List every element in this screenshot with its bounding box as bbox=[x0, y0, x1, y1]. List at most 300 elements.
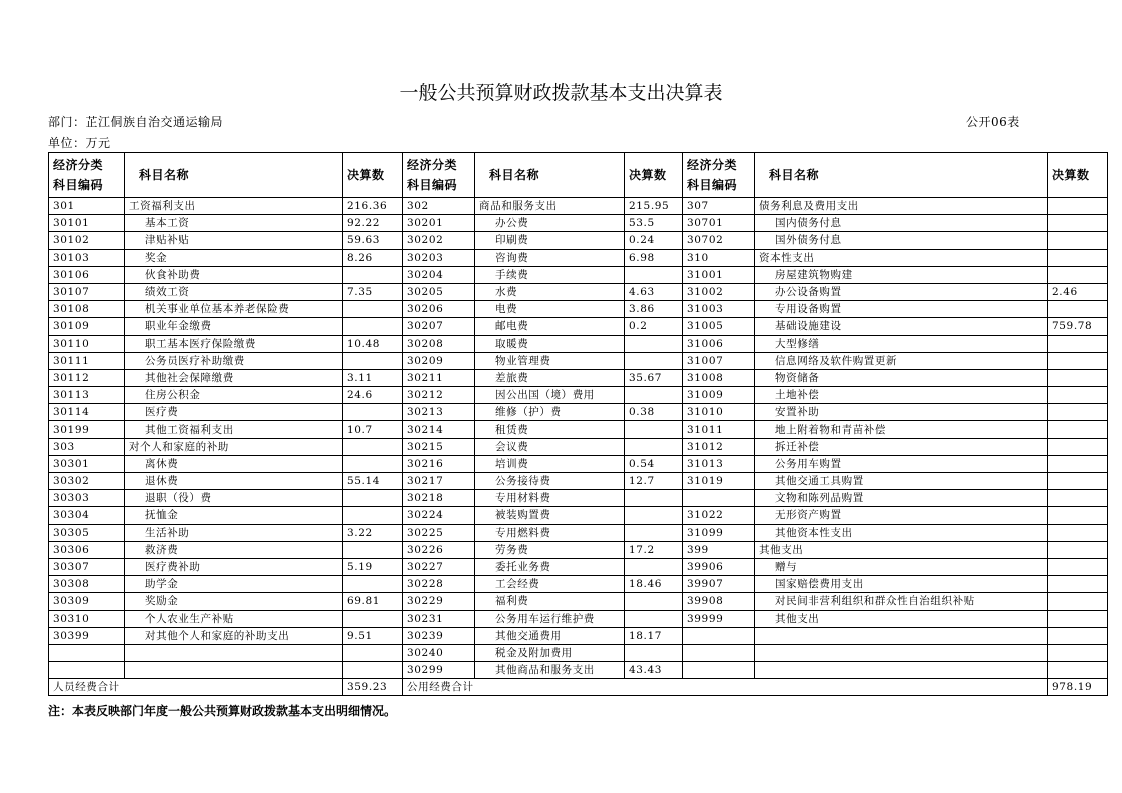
econ-code-cell: 30239 bbox=[403, 627, 475, 644]
subject-name-cell: 对民间非营利组织和群众性自治组织补贴 bbox=[755, 593, 1048, 610]
amount-cell bbox=[343, 352, 403, 369]
table-row bbox=[49, 232, 1108, 249]
econ-code-cell: 30204 bbox=[403, 266, 475, 283]
econ-code-cell: 30111 bbox=[49, 352, 125, 369]
amount-cell bbox=[1048, 198, 1108, 215]
table-row bbox=[49, 318, 1108, 335]
econ-code-cell: 31008 bbox=[683, 369, 755, 386]
amount-cell: 53.5 bbox=[625, 215, 683, 232]
amount-cell bbox=[1048, 387, 1108, 404]
econ-code-cell: 30701 bbox=[683, 215, 755, 232]
subject-name-cell: 印刷费 bbox=[475, 232, 625, 249]
econ-code-cell: 30216 bbox=[403, 455, 475, 472]
econ-code-cell bbox=[683, 644, 755, 661]
personnel-total-value: 359.23 bbox=[343, 679, 403, 696]
subject-name-cell: 其他商品和服务支出 bbox=[475, 662, 625, 679]
econ-code-cell: 30113 bbox=[49, 387, 125, 404]
amount-cell: 43.43 bbox=[625, 662, 683, 679]
econ-code-cell: 303 bbox=[49, 438, 125, 455]
econ-code-cell: 31022 bbox=[683, 507, 755, 524]
amount-cell bbox=[1048, 455, 1108, 472]
econ-code-cell: 30225 bbox=[403, 524, 475, 541]
subject-name-cell: 劳务费 bbox=[475, 541, 625, 558]
subject-name-cell: 商品和服务支出 bbox=[475, 198, 625, 215]
subject-name-cell: 物业管理费 bbox=[475, 352, 625, 369]
subject-name-cell: 物资储备 bbox=[755, 369, 1048, 386]
subject-name-cell: 医疗费补助 bbox=[125, 558, 343, 575]
header-amount: 决算数 bbox=[625, 153, 683, 198]
econ-code-cell: 30224 bbox=[403, 507, 475, 524]
table-row bbox=[49, 576, 1108, 593]
subject-name-cell: 文物和陈列品购置 bbox=[755, 490, 1048, 507]
econ-code-cell: 30307 bbox=[49, 558, 125, 575]
amount-cell: 12.7 bbox=[625, 473, 683, 490]
subject-name-cell: 办公费 bbox=[475, 215, 625, 232]
subject-name-cell: 退休费 bbox=[125, 473, 343, 490]
econ-code-cell: 301 bbox=[49, 198, 125, 215]
subject-name-cell: 基本工资 bbox=[125, 215, 343, 232]
econ-code-cell: 39907 bbox=[683, 576, 755, 593]
amount-cell bbox=[1048, 301, 1108, 318]
econ-code-cell: 31009 bbox=[683, 387, 755, 404]
econ-code-cell: 30102 bbox=[49, 232, 125, 249]
subject-name-cell: 电费 bbox=[475, 301, 625, 318]
subject-name-cell: 差旅费 bbox=[475, 369, 625, 386]
econ-code-cell: 30310 bbox=[49, 610, 125, 627]
amount-cell: 5.19 bbox=[343, 558, 403, 575]
econ-code-cell: 30305 bbox=[49, 524, 125, 541]
subject-name-cell: 其他支出 bbox=[755, 541, 1048, 558]
econ-code-cell: 30201 bbox=[403, 215, 475, 232]
econ-code-cell: 30240 bbox=[403, 644, 475, 661]
econ-code-cell: 30228 bbox=[403, 576, 475, 593]
subject-name-cell: 国外债务付息 bbox=[755, 232, 1048, 249]
amount-cell bbox=[1048, 610, 1108, 627]
amount-cell bbox=[1048, 541, 1108, 558]
subject-name-cell bbox=[125, 644, 343, 661]
amount-cell bbox=[625, 593, 683, 610]
subject-name-cell: 其他交通工具购置 bbox=[755, 473, 1048, 490]
header-code: 经济分类 科目编码 bbox=[403, 153, 475, 198]
subject-name-cell bbox=[755, 644, 1048, 661]
econ-code-cell: 31011 bbox=[683, 421, 755, 438]
econ-code-cell: 30306 bbox=[49, 541, 125, 558]
econ-code-cell: 30114 bbox=[49, 404, 125, 421]
header-code: 经济分类 科目编码 bbox=[49, 153, 125, 198]
amount-cell bbox=[343, 404, 403, 421]
amount-cell: 3.11 bbox=[343, 369, 403, 386]
subject-name-cell: 绩效工资 bbox=[125, 283, 343, 300]
table-row bbox=[49, 198, 1108, 215]
amount-cell bbox=[625, 644, 683, 661]
amount-cell: 35.67 bbox=[625, 369, 683, 386]
amount-cell: 17.2 bbox=[625, 541, 683, 558]
econ-code-cell bbox=[49, 662, 125, 679]
amount-cell bbox=[343, 662, 403, 679]
econ-code-cell: 30399 bbox=[49, 627, 125, 644]
subject-name-cell: 奖励金 bbox=[125, 593, 343, 610]
department-label: 部门：芷江侗族自治交通运输局 bbox=[48, 115, 224, 129]
amount-cell bbox=[343, 266, 403, 283]
personnel-total-label: 人员经费合计 bbox=[49, 679, 343, 696]
econ-code-cell: 30231 bbox=[403, 610, 475, 627]
amount-cell bbox=[343, 301, 403, 318]
footnote: 注：本表反映部门年度一般公共预算财政拨款基本支出明细情况。 bbox=[48, 704, 397, 718]
amount-cell: 69.81 bbox=[343, 593, 403, 610]
amount-cell: 215.95 bbox=[625, 198, 683, 215]
econ-code-cell: 30218 bbox=[403, 490, 475, 507]
subject-name-cell: 其他交通费用 bbox=[475, 627, 625, 644]
econ-code-cell: 30199 bbox=[49, 421, 125, 438]
econ-code-cell: 30202 bbox=[403, 232, 475, 249]
amount-cell: 7.35 bbox=[343, 283, 403, 300]
table-row bbox=[49, 352, 1108, 369]
econ-code-cell: 30299 bbox=[403, 662, 475, 679]
subject-name-cell: 助学金 bbox=[125, 576, 343, 593]
econ-code-cell: 31007 bbox=[683, 352, 755, 369]
subject-name-cell: 无形资产购置 bbox=[755, 507, 1048, 524]
amount-cell: 6.98 bbox=[625, 249, 683, 266]
amount-cell: 0.54 bbox=[625, 455, 683, 472]
econ-code-cell: 30206 bbox=[403, 301, 475, 318]
amount-cell: 3.22 bbox=[343, 524, 403, 541]
amount-cell bbox=[625, 335, 683, 352]
header-amount: 决算数 bbox=[343, 153, 403, 198]
subject-name-cell: 国内债务付息 bbox=[755, 215, 1048, 232]
table-row bbox=[49, 266, 1108, 283]
subject-name-cell: 工会经费 bbox=[475, 576, 625, 593]
amount-cell bbox=[343, 438, 403, 455]
table-header-row bbox=[49, 153, 1108, 198]
subject-name-cell: 邮电费 bbox=[475, 318, 625, 335]
econ-code-cell: 30303 bbox=[49, 490, 125, 507]
econ-code-cell: 30309 bbox=[49, 593, 125, 610]
econ-code-cell: 310 bbox=[683, 249, 755, 266]
amount-cell: 59.63 bbox=[343, 232, 403, 249]
table-row bbox=[49, 507, 1108, 524]
amount-cell bbox=[343, 507, 403, 524]
table-row bbox=[49, 541, 1108, 558]
econ-code-cell: 31099 bbox=[683, 524, 755, 541]
amount-cell bbox=[1048, 576, 1108, 593]
econ-code-cell: 30211 bbox=[403, 369, 475, 386]
amount-cell: 10.7 bbox=[343, 421, 403, 438]
econ-code-cell: 30109 bbox=[49, 318, 125, 335]
econ-code-cell: 30229 bbox=[403, 593, 475, 610]
econ-code-cell: 31002 bbox=[683, 283, 755, 300]
econ-code-cell: 30112 bbox=[49, 369, 125, 386]
subject-name-cell: 大型修缮 bbox=[755, 335, 1048, 352]
totals-row bbox=[49, 679, 1108, 696]
econ-code-cell: 302 bbox=[403, 198, 475, 215]
econ-code-cell bbox=[683, 662, 755, 679]
econ-code-cell: 31012 bbox=[683, 438, 755, 455]
subject-name-cell: 专用材料费 bbox=[475, 490, 625, 507]
econ-code-cell: 30106 bbox=[49, 266, 125, 283]
subject-name-cell: 维修（护）费 bbox=[475, 404, 625, 421]
amount-cell bbox=[625, 610, 683, 627]
subject-name-cell: 其他社会保障缴费 bbox=[125, 369, 343, 386]
subject-name-cell: 委托业务费 bbox=[475, 558, 625, 575]
econ-code-cell: 30203 bbox=[403, 249, 475, 266]
amount-cell bbox=[1048, 593, 1108, 610]
amount-cell bbox=[1048, 627, 1108, 644]
subject-name-cell: 个人农业生产补贴 bbox=[125, 610, 343, 627]
table-number: 公开06表 bbox=[966, 115, 1020, 129]
amount-cell bbox=[1048, 507, 1108, 524]
econ-code-cell: 30107 bbox=[49, 283, 125, 300]
table-row bbox=[49, 301, 1108, 318]
subject-name-cell: 地上附着物和青苗补偿 bbox=[755, 421, 1048, 438]
subject-name-cell: 手续费 bbox=[475, 266, 625, 283]
table-row bbox=[49, 283, 1108, 300]
subject-name-cell: 资本性支出 bbox=[755, 249, 1048, 266]
amount-cell bbox=[1048, 352, 1108, 369]
subject-name-cell: 专用燃料费 bbox=[475, 524, 625, 541]
amount-cell: 2.46 bbox=[1048, 283, 1108, 300]
amount-cell bbox=[625, 558, 683, 575]
econ-code-cell: 399 bbox=[683, 541, 755, 558]
amount-cell: 0.38 bbox=[625, 404, 683, 421]
amount-cell bbox=[343, 455, 403, 472]
econ-code-cell: 30702 bbox=[683, 232, 755, 249]
subject-name-cell: 退职（役）费 bbox=[125, 490, 343, 507]
table-row bbox=[49, 558, 1108, 575]
amount-cell bbox=[343, 541, 403, 558]
econ-code-cell bbox=[683, 490, 755, 507]
amount-cell bbox=[625, 438, 683, 455]
amount-cell: 4.63 bbox=[625, 283, 683, 300]
table-row bbox=[49, 627, 1108, 644]
econ-code-cell: 30207 bbox=[403, 318, 475, 335]
subject-name-cell bbox=[125, 662, 343, 679]
table-row bbox=[49, 524, 1108, 541]
subject-name-cell bbox=[755, 662, 1048, 679]
amount-cell bbox=[1048, 232, 1108, 249]
subject-name-cell: 抚恤金 bbox=[125, 507, 343, 524]
subject-name-cell: 公务员医疗补助缴费 bbox=[125, 352, 343, 369]
subject-name-cell: 基础设施建设 bbox=[755, 318, 1048, 335]
amount-cell bbox=[1048, 421, 1108, 438]
subject-name-cell: 拆迁补偿 bbox=[755, 438, 1048, 455]
subject-name-cell: 其他支出 bbox=[755, 610, 1048, 627]
table-row bbox=[49, 610, 1108, 627]
subject-name-cell: 赠与 bbox=[755, 558, 1048, 575]
subject-name-cell: 水费 bbox=[475, 283, 625, 300]
header-name: 科目名称 bbox=[125, 153, 343, 198]
amount-cell bbox=[1048, 266, 1108, 283]
econ-code-cell: 30209 bbox=[403, 352, 475, 369]
subject-name-cell: 奖金 bbox=[125, 249, 343, 266]
amount-cell bbox=[1048, 438, 1108, 455]
subject-name-cell: 公务用车运行维护费 bbox=[475, 610, 625, 627]
subject-name-cell: 公务用车购置 bbox=[755, 455, 1048, 472]
amount-cell: 55.14 bbox=[343, 473, 403, 490]
amount-cell bbox=[1048, 215, 1108, 232]
header-name: 科目名称 bbox=[475, 153, 625, 198]
econ-code-cell: 39906 bbox=[683, 558, 755, 575]
econ-code-cell: 30110 bbox=[49, 335, 125, 352]
subject-name-cell: 房屋建筑物购建 bbox=[755, 266, 1048, 283]
table-row bbox=[49, 249, 1108, 266]
subject-name-cell: 住房公积金 bbox=[125, 387, 343, 404]
table-row bbox=[49, 662, 1108, 679]
subject-name-cell: 职业年金缴费 bbox=[125, 318, 343, 335]
econ-code-cell: 307 bbox=[683, 198, 755, 215]
subject-name-cell: 取暖费 bbox=[475, 335, 625, 352]
subject-name-cell: 其他资本性支出 bbox=[755, 524, 1048, 541]
econ-code-cell: 31019 bbox=[683, 473, 755, 490]
amount-cell bbox=[625, 421, 683, 438]
subject-name-cell: 津贴补贴 bbox=[125, 232, 343, 249]
econ-code-cell: 39999 bbox=[683, 610, 755, 627]
subject-name-cell: 信息网络及软件购置更新 bbox=[755, 352, 1048, 369]
subject-name-cell: 救济费 bbox=[125, 541, 343, 558]
subject-name-cell: 租赁费 bbox=[475, 421, 625, 438]
amount-cell bbox=[625, 266, 683, 283]
econ-code-cell: 30213 bbox=[403, 404, 475, 421]
econ-code-cell: 39908 bbox=[683, 593, 755, 610]
econ-code-cell bbox=[49, 644, 125, 661]
table-row bbox=[49, 421, 1108, 438]
econ-code-cell: 30212 bbox=[403, 387, 475, 404]
subject-name-cell: 机关事业单位基本养老保险费 bbox=[125, 301, 343, 318]
public-total-value: 978.19 bbox=[1048, 679, 1108, 696]
subject-name-cell: 咨询费 bbox=[475, 249, 625, 266]
page-title: 一般公共预算财政拨款基本支出决算表 bbox=[399, 82, 723, 104]
amount-cell bbox=[1048, 644, 1108, 661]
econ-code-cell: 31010 bbox=[683, 404, 755, 421]
amount-cell bbox=[1048, 404, 1108, 421]
subject-name-cell: 被装购置费 bbox=[475, 507, 625, 524]
econ-code-cell: 30101 bbox=[49, 215, 125, 232]
subject-name-cell: 税金及附加费用 bbox=[475, 644, 625, 661]
amount-cell bbox=[1048, 249, 1108, 266]
table-row bbox=[49, 215, 1108, 232]
subject-name-cell: 职工基本医疗保险缴费 bbox=[125, 335, 343, 352]
amount-cell: 9.51 bbox=[343, 627, 403, 644]
amount-cell: 759.78 bbox=[1048, 318, 1108, 335]
amount-cell: 92.22 bbox=[343, 215, 403, 232]
amount-cell bbox=[1048, 335, 1108, 352]
econ-code-cell: 31003 bbox=[683, 301, 755, 318]
subject-name-cell: 其他工资福利支出 bbox=[125, 421, 343, 438]
subject-name-cell: 工资福利支出 bbox=[125, 198, 343, 215]
amount-cell: 0.2 bbox=[625, 318, 683, 335]
subject-name-cell: 办公设备购置 bbox=[755, 283, 1048, 300]
amount-cell: 3.86 bbox=[625, 301, 683, 318]
amount-cell bbox=[625, 387, 683, 404]
econ-code-cell: 30215 bbox=[403, 438, 475, 455]
amount-cell: 24.6 bbox=[343, 387, 403, 404]
amount-cell: 18.17 bbox=[625, 627, 683, 644]
econ-code-cell: 30308 bbox=[49, 576, 125, 593]
subject-name-cell: 伙食补助费 bbox=[125, 266, 343, 283]
unit-label: 单位：万元 bbox=[48, 136, 111, 150]
econ-code-cell: 30301 bbox=[49, 455, 125, 472]
econ-code-cell: 30208 bbox=[403, 335, 475, 352]
table-row bbox=[49, 455, 1108, 472]
header-code: 经济分类 科目编码 bbox=[683, 153, 755, 198]
amount-cell: 216.36 bbox=[343, 198, 403, 215]
subject-name-cell: 安置补助 bbox=[755, 404, 1048, 421]
subject-name-cell: 培训费 bbox=[475, 455, 625, 472]
expenditure-table bbox=[48, 152, 1108, 696]
subject-name-cell: 因公出国（境）费用 bbox=[475, 387, 625, 404]
header-name: 科目名称 bbox=[755, 153, 1048, 198]
econ-code-cell: 30302 bbox=[49, 473, 125, 490]
table-row bbox=[49, 644, 1108, 661]
amount-cell bbox=[625, 490, 683, 507]
amount-cell bbox=[343, 644, 403, 661]
econ-code-cell: 30205 bbox=[403, 283, 475, 300]
amount-cell: 10.48 bbox=[343, 335, 403, 352]
table-row bbox=[49, 438, 1108, 455]
econ-code-cell: 30103 bbox=[49, 249, 125, 266]
amount-cell bbox=[343, 318, 403, 335]
subject-name-cell: 福利费 bbox=[475, 593, 625, 610]
amount-cell bbox=[1048, 558, 1108, 575]
table-row bbox=[49, 335, 1108, 352]
subject-name-cell: 会议费 bbox=[475, 438, 625, 455]
table-row bbox=[49, 369, 1108, 386]
table-row bbox=[49, 593, 1108, 610]
header-amount: 决算数 bbox=[1048, 153, 1108, 198]
subject-name-cell: 离休费 bbox=[125, 455, 343, 472]
econ-code-cell: 30217 bbox=[403, 473, 475, 490]
econ-code-cell: 31001 bbox=[683, 266, 755, 283]
subject-name-cell bbox=[755, 627, 1048, 644]
table-row bbox=[49, 490, 1108, 507]
subject-name-cell: 公务接待费 bbox=[475, 473, 625, 490]
econ-code-cell bbox=[683, 627, 755, 644]
subject-name-cell: 生活补助 bbox=[125, 524, 343, 541]
amount-cell bbox=[343, 490, 403, 507]
table-row bbox=[49, 404, 1108, 421]
subject-name-cell: 土地补偿 bbox=[755, 387, 1048, 404]
public-total-label: 公用经费合计 bbox=[403, 679, 1048, 696]
subject-name-cell: 国家赔偿费用支出 bbox=[755, 576, 1048, 593]
subject-name-cell: 对其他个人和家庭的补助支出 bbox=[125, 627, 343, 644]
amount-cell bbox=[1048, 490, 1108, 507]
table-row bbox=[49, 473, 1108, 490]
econ-code-cell: 30214 bbox=[403, 421, 475, 438]
econ-code-cell: 30227 bbox=[403, 558, 475, 575]
table-row bbox=[49, 387, 1108, 404]
econ-code-cell: 31013 bbox=[683, 455, 755, 472]
amount-cell bbox=[625, 352, 683, 369]
econ-code-cell: 30226 bbox=[403, 541, 475, 558]
amount-cell bbox=[1048, 473, 1108, 490]
amount-cell: 8.26 bbox=[343, 249, 403, 266]
amount-cell bbox=[343, 576, 403, 593]
subject-name-cell: 对个人和家庭的补助 bbox=[125, 438, 343, 455]
amount-cell bbox=[1048, 369, 1108, 386]
amount-cell: 0.24 bbox=[625, 232, 683, 249]
econ-code-cell: 30304 bbox=[49, 507, 125, 524]
amount-cell bbox=[1048, 662, 1108, 679]
subject-name-cell: 医疗费 bbox=[125, 404, 343, 421]
subject-name-cell: 债务利息及费用支出 bbox=[755, 198, 1048, 215]
amount-cell bbox=[1048, 524, 1108, 541]
amount-cell bbox=[343, 610, 403, 627]
amount-cell: 18.46 bbox=[625, 576, 683, 593]
amount-cell bbox=[625, 524, 683, 541]
subject-name-cell: 专用设备购置 bbox=[755, 301, 1048, 318]
amount-cell bbox=[625, 507, 683, 524]
econ-code-cell: 30108 bbox=[49, 301, 125, 318]
econ-code-cell: 31005 bbox=[683, 318, 755, 335]
